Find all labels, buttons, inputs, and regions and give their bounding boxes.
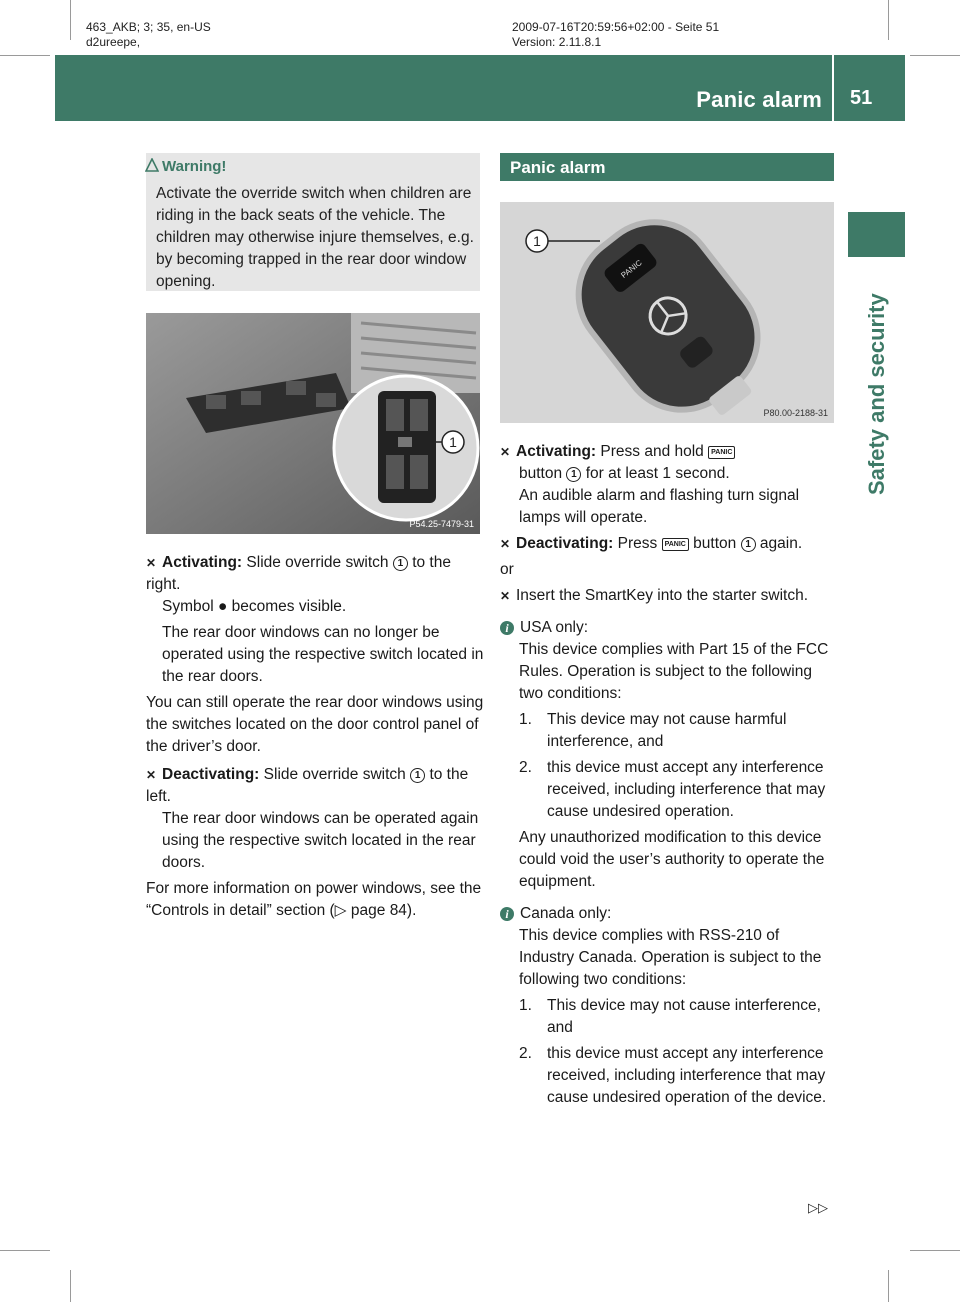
smartkey-photo bbox=[500, 202, 834, 423]
step-arrow-icon: ✕ bbox=[146, 556, 157, 570]
step-arrow-icon: ✕ bbox=[146, 768, 157, 782]
panic-button-icon: PANIC bbox=[662, 538, 689, 551]
warning-body: Activate the override switch when children are riding in the back seats of the vehicle. The children may otherwise injure themselves, e.g. by becoming trapped in the rear door window opening. bbox=[156, 185, 474, 290]
meta-right bbox=[512, 20, 719, 50]
panic-activating-line2 bbox=[500, 463, 838, 485]
info-icon: i bbox=[500, 621, 514, 635]
panic-activating-text: Press and hold bbox=[600, 443, 704, 460]
panic-deactivating-step bbox=[500, 533, 838, 555]
activating-result: The rear door windows can no longer be operated using the respective switch located in the rear doors. bbox=[162, 624, 484, 685]
usa-item-2: 2. this device must accept any interference received, including interference that may cause undesired operation. bbox=[500, 757, 838, 823]
side-tab bbox=[862, 265, 892, 495]
header-separator bbox=[832, 55, 834, 121]
right-column bbox=[500, 441, 838, 1109]
key-panic-label: PANIC bbox=[619, 258, 644, 280]
canada-intro: This device complies with RSS-210 of Industry Canada. Operation is subject to the following two conditions: bbox=[519, 927, 822, 988]
callout-1-icon: 1 bbox=[741, 537, 756, 552]
still-text: You can still operate the rear door windows using the switches located on the door control panel of the driver’s door. bbox=[146, 694, 484, 755]
deactivating-label: Deactivating: bbox=[162, 766, 260, 783]
photo2-callout: 1 bbox=[533, 233, 541, 249]
deactivating-result: The rear door windows can be operated again using the respective switch located in the rear doors. bbox=[162, 810, 479, 871]
panic-activating-result: An audible alarm and flashing turn signal lamps will operate. bbox=[519, 487, 800, 526]
step-arrow-icon: ✕ bbox=[500, 589, 511, 603]
usa-item-1: 1. This device may not cause harmful interference, and bbox=[500, 709, 838, 753]
meta-left-line2: d2ureepe, bbox=[86, 35, 141, 49]
deactivating-step bbox=[146, 764, 484, 808]
section-title: Panic alarm bbox=[510, 158, 606, 177]
panic-deactivating-text3: again. bbox=[759, 535, 803, 552]
crop-mark bbox=[70, 1270, 71, 1302]
activating-label: Activating: bbox=[162, 554, 243, 571]
photo1-callout: 1 bbox=[449, 434, 457, 450]
meta-left-line1: 463_AKB; 3; 35, en-US bbox=[86, 20, 211, 34]
canada-item-2-text: this device must accept any interference received, including interference that may cause undesired operation of the device. bbox=[547, 1045, 827, 1106]
panic-button-icon: PANIC bbox=[708, 446, 735, 459]
page-reference-link[interactable]: (▷ page 84). bbox=[329, 902, 417, 919]
meta-right-line2: Version: 2.11.8.1 bbox=[512, 35, 602, 49]
insert-step bbox=[500, 585, 838, 607]
warning-title: Warning! bbox=[162, 158, 227, 175]
usa-footer: Any unauthorized modification to this device could void the user’s authority to operate the equipment. bbox=[519, 829, 825, 890]
photo1-caption: P54.25-7479-31 bbox=[409, 519, 474, 529]
activating-step bbox=[146, 552, 484, 596]
more-info bbox=[146, 878, 484, 922]
canada-item-1: 1. This device may not cause interference, and bbox=[500, 995, 838, 1039]
panic-deactivating-text2: button bbox=[693, 535, 737, 552]
panic-activating-step bbox=[500, 441, 838, 463]
left-column bbox=[146, 552, 484, 922]
meta-left bbox=[86, 20, 211, 50]
or-text: or bbox=[500, 561, 514, 578]
more-info-text: For more information on power windows, see the “Controls in detail” section bbox=[146, 880, 482, 919]
canada-item-2: 2. this device must accept any interference received, including interference that may cause undesired operation of the device. bbox=[500, 1043, 838, 1109]
crop-mark bbox=[910, 1250, 960, 1251]
insert-text: Insert the SmartKey into the starter switch. bbox=[516, 587, 809, 604]
panic-activating-label: Activating: bbox=[516, 443, 597, 460]
crop-mark bbox=[888, 1270, 889, 1302]
crop-mark bbox=[888, 0, 889, 40]
activating-text: Slide override switch bbox=[246, 554, 389, 571]
side-tab-label: Safety and security bbox=[864, 293, 889, 495]
panic-activating-text2: button bbox=[519, 465, 563, 482]
step-arrow-icon: ✕ bbox=[500, 537, 511, 551]
door-switch-photo bbox=[146, 313, 480, 534]
callout-1-icon: 1 bbox=[393, 556, 408, 571]
warning-triangle-icon bbox=[145, 158, 159, 172]
panic-deactivating-text: Press bbox=[617, 535, 658, 552]
crop-mark bbox=[0, 55, 50, 56]
page-number: 51 bbox=[850, 87, 873, 109]
side-tab-block bbox=[848, 212, 905, 257]
usa-title: USA only: bbox=[520, 619, 589, 636]
meta-right-line1: 2009-07-16T20:59:56+02:00 - Seite 51 bbox=[512, 20, 720, 34]
usa-intro: This device complies with Part 15 of the FCC Rules. Operation is subject to the following two conditions: bbox=[519, 641, 829, 702]
crop-mark bbox=[910, 55, 960, 56]
panic-activating-text3: for at least 1 second. bbox=[585, 465, 730, 482]
callout-1-icon: 1 bbox=[410, 768, 425, 783]
deactivating-text: Slide override switch bbox=[263, 766, 406, 783]
continue-mark-icon: ▷▷ bbox=[808, 1200, 828, 1215]
canada-item-1-text: This device may not cause interference, and bbox=[547, 997, 821, 1036]
activating-text2: to the right. bbox=[146, 554, 451, 593]
canada-note bbox=[500, 903, 838, 925]
info-icon: i bbox=[500, 907, 514, 921]
photo2-caption: P80.00-2188-31 bbox=[763, 408, 828, 418]
usa-item-1-text: This device may not cause harmful interference, and bbox=[547, 711, 787, 750]
crop-mark bbox=[70, 0, 71, 40]
step-arrow-icon: ✕ bbox=[500, 445, 511, 459]
usa-item-2-text: this device must accept any interference received, including interference that may cause undesired operation. bbox=[547, 759, 826, 820]
callout-1-icon: 1 bbox=[566, 467, 581, 482]
page-title: Panic alarm bbox=[696, 87, 822, 112]
symbol-line: Symbol ● becomes visible. bbox=[162, 598, 347, 615]
crop-mark bbox=[0, 1250, 50, 1251]
panic-deactivating-label: Deactivating: bbox=[516, 535, 614, 552]
deactivating-text2: to the left. bbox=[146, 766, 469, 805]
canada-title: Canada only: bbox=[520, 905, 612, 922]
usa-note bbox=[500, 617, 838, 639]
